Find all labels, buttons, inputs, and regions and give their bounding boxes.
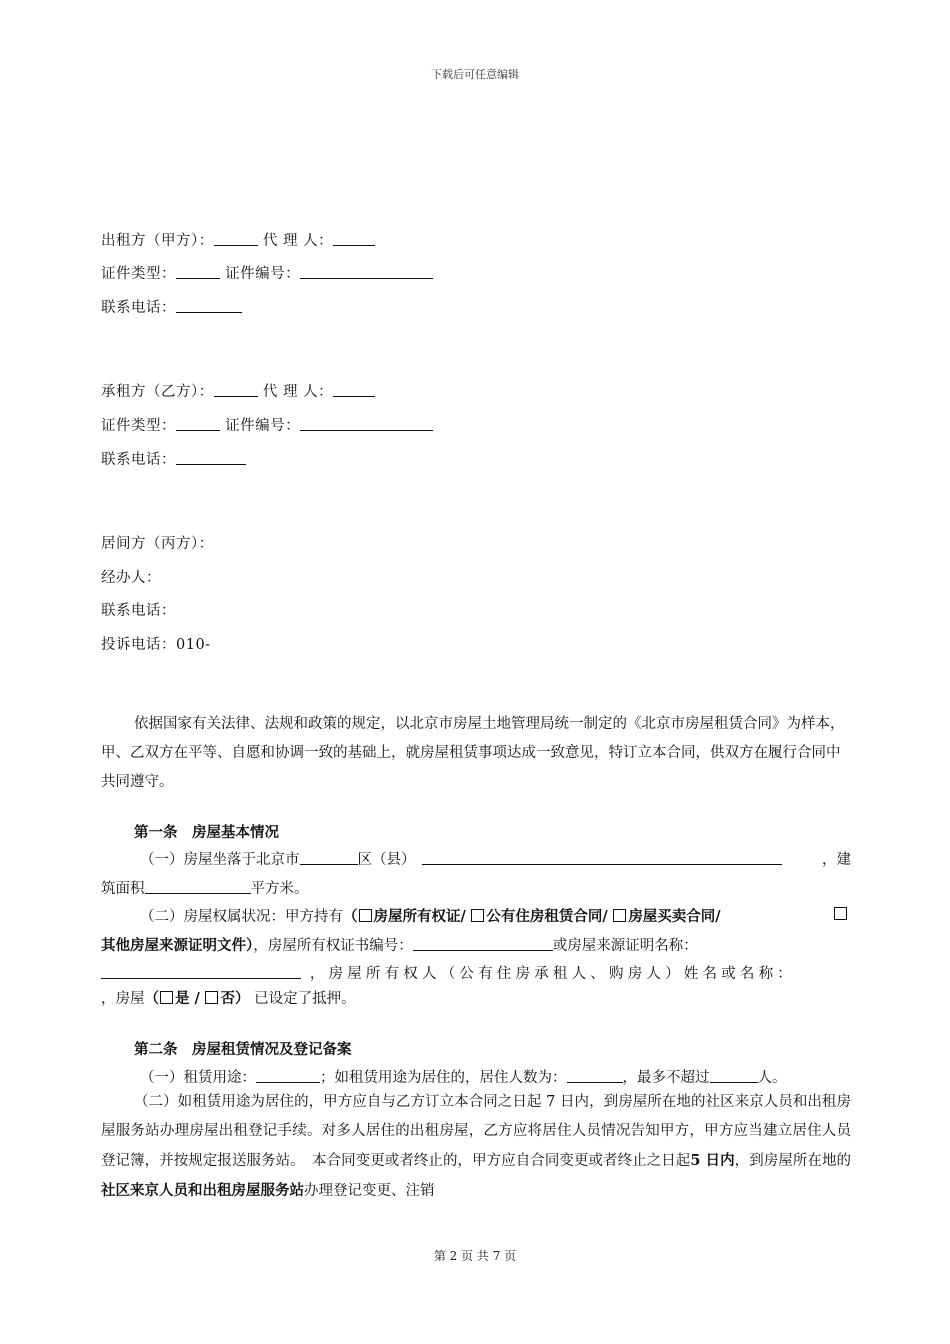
party-a-line xyxy=(101,229,375,250)
checkbox-yes[interactable] xyxy=(160,991,173,1004)
usage-label: （一）租赁用途： xyxy=(140,1070,256,1086)
party-a-agent-label: 代 理 人： xyxy=(262,233,334,249)
party-b-id-type-blank[interactable] xyxy=(176,415,220,431)
paren-open: （ xyxy=(343,908,358,925)
address-blank[interactable] xyxy=(422,849,782,865)
cert-number-blank[interactable] xyxy=(413,935,553,951)
proof-name-blank[interactable] xyxy=(101,963,301,979)
party-b-agent-blank[interactable] xyxy=(333,381,375,397)
party-a-blank[interactable] xyxy=(214,230,258,246)
area-unit: 平方米。 xyxy=(250,881,309,897)
usage-blank[interactable] xyxy=(256,1067,320,1083)
party-b-line xyxy=(101,380,375,401)
article2-p1 xyxy=(140,1066,851,1087)
article1-p2-line2 xyxy=(101,934,851,955)
area-blank[interactable] xyxy=(145,878,251,894)
party-b-blank[interactable] xyxy=(214,381,258,397)
checkbox-other-proof[interactable] xyxy=(834,907,847,920)
party-b-id-type-label: 证件类型： xyxy=(101,418,176,434)
checkbox-no[interactable] xyxy=(205,991,218,1004)
party-a-id-type-blank[interactable] xyxy=(176,263,220,279)
checkbox-sale-contract[interactable] xyxy=(613,909,626,922)
party-a-phone-line xyxy=(101,296,242,317)
article1-title: 第一条 房屋基本情况 xyxy=(134,824,279,841)
party-b-label: 承租方（乙方）： xyxy=(101,384,214,400)
ownership-label: （二）房屋权属状况：甲方持有 xyxy=(140,909,343,925)
max-residents-blank[interactable] xyxy=(710,1067,758,1083)
max-residents-label: ，最多不超过 xyxy=(622,1070,710,1086)
party-a-id-type-label: 证件类型： xyxy=(101,266,176,282)
build-label: ，建 xyxy=(822,852,851,868)
mortgage-text: 已设定了抵押。 xyxy=(249,991,356,1007)
article2-p2 xyxy=(101,1088,851,1206)
party-b-id-number-blank[interactable] xyxy=(300,415,433,431)
option-sale-contract: 房屋买卖合同/ xyxy=(628,908,721,925)
option-public-lease: 公有住房租赁合同/ xyxy=(486,908,608,925)
residents-blank[interactable] xyxy=(567,1067,623,1083)
district-blank[interactable] xyxy=(300,849,358,865)
page-header: 下载后可任意编辑 xyxy=(431,68,519,81)
article1-p2-line3 xyxy=(101,962,851,983)
area-label: 筑面积 xyxy=(101,881,145,897)
cert-number-label: ，房屋所有权证书编号： xyxy=(253,938,413,954)
party-b-phone-blank[interactable] xyxy=(176,449,246,465)
checkbox-public-lease[interactable] xyxy=(471,909,484,922)
owner-name-label: ，房屋所有权人（公有住房承租人、购房人）姓名或名称： xyxy=(309,966,797,982)
party-b-id-number-label: 证件编号： xyxy=(225,418,301,434)
location-label: （一）房屋坐落于北京市 xyxy=(140,852,300,868)
registration-text-3: 办理登记变更、注销 xyxy=(304,1183,435,1199)
residents-label: ；如租赁用途为居住的，居住人数为： xyxy=(320,1070,567,1086)
option-yes: 是 / xyxy=(175,990,200,1007)
intro-paragraph: 依据国家有关法律、法规和政策的规定，以北京市房屋土地管理局统一制定的《北京市房屋租赁合同》为样本，甲、乙双方在平等、自愿和协调一致的基础上，就房屋租赁事项达成一致意见，特订立本合同，供双方在履行合同中共同遵守。 xyxy=(101,716,845,790)
registration-text: （二）如租赁用途为居住的，甲方应自与乙方订立本合同之日起 7 日内，到房屋所在地的社区来京人员和出租房屋服务站办理房屋出租登记手续。对多人居住的出租房屋，乙方应将居住人员情况告知甲方，甲方应当建立居住人员登记簿，并按规定报送服务站。 本合同变更或者终止的，甲方应自合同变更或者终止之日起 xyxy=(101,1094,851,1169)
party-b-agent-label: 代 理 人： xyxy=(262,384,334,400)
service-station-bold: 社区来京人员和出租房屋服务站 xyxy=(101,1182,304,1199)
party-c-label: 居间方（丙方）： xyxy=(101,536,214,552)
party-a-agent-blank[interactable] xyxy=(333,230,375,246)
party-b-id-line xyxy=(101,414,433,435)
mortgage-label: ，房屋 xyxy=(101,991,145,1007)
article1-p2-line1 xyxy=(140,905,851,926)
page-footer: 第 2 页 共 7 页 xyxy=(433,1249,517,1263)
party-a-id-line xyxy=(101,262,433,283)
party-b-phone-line xyxy=(101,448,246,469)
person-unit: 人。 xyxy=(757,1070,787,1086)
proof-name-label: 或房屋来源证明名称： xyxy=(552,938,698,954)
registration-text-2: ，到房屋所在地的 xyxy=(734,1153,852,1169)
party-c-complaint-label: 投诉电话：010- xyxy=(101,637,211,653)
party-a-label: 出租方（甲方）： xyxy=(101,233,214,249)
checkbox-ownership-cert[interactable] xyxy=(359,909,372,922)
article1-p1-line1 xyxy=(140,848,851,869)
party-a-id-number-blank[interactable] xyxy=(300,263,433,279)
option-ownership-cert: 房屋所有权证/ xyxy=(373,908,466,925)
article1-p2-line4 xyxy=(101,987,851,1008)
article1-p1-line2 xyxy=(101,877,851,898)
paren-open-2: （ xyxy=(144,990,159,1007)
option-no: 否） xyxy=(220,990,250,1007)
party-b-phone-label: 联系电话： xyxy=(101,452,176,468)
party-a-id-number-label: 证件编号： xyxy=(225,266,301,282)
party-c-phone-label: 联系电话： xyxy=(101,603,176,619)
deadline-bold: 5 日内 xyxy=(690,1152,735,1169)
district-label: 区（县） xyxy=(357,852,416,868)
article2-title: 第二条 房屋租赁情况及登记备案 xyxy=(134,1041,352,1058)
party-a-phone-blank[interactable] xyxy=(176,297,242,313)
option-other-proof: 其他房屋来源证明文件） xyxy=(101,937,254,954)
party-c-handler-label: 经办人： xyxy=(101,570,161,586)
party-a-phone-label: 联系电话： xyxy=(101,300,176,316)
